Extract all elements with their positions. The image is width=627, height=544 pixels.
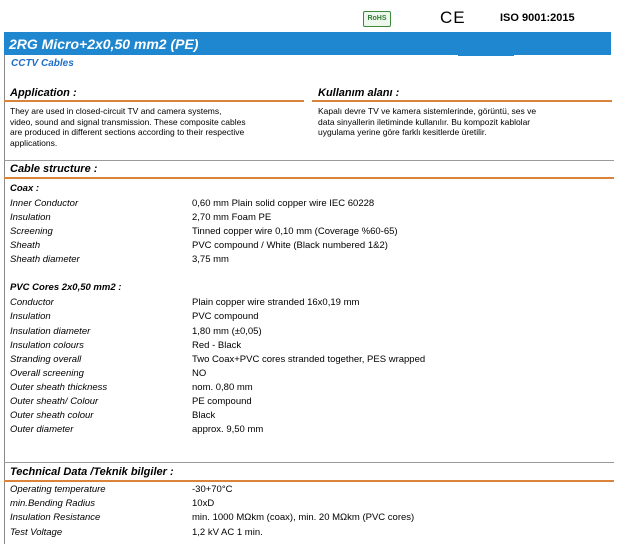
spec-label: Overall screening [10,368,84,379]
spec-label: Insulation colours [10,340,84,351]
application-text: They are used in closed-circuit TV and camera systems, video, sound and signal transmission. These composite cables are produced in different sections according to their respective applications. [10,106,246,148]
spec-label: Insulation [10,212,51,223]
application-heading: Application : [10,87,77,99]
spec-label: min.Bending Radius [10,498,96,509]
spec-label: Stranding overall [10,354,82,365]
spec-label: Outer sheath thickness [10,382,108,393]
spec-value: NO [192,368,207,379]
spec-label: Outer diameter [10,424,74,435]
ce-mark: CE [440,8,466,27]
spec-value: 1,2 kV AC 1 min. [192,527,263,538]
spec-value: -30+70°C [192,484,233,495]
spec-label: Insulation diameter [10,326,91,337]
spec-value: min. 1000 MΩkm (coax), min. 20 MΩkm (PVC cores) [192,512,415,523]
spec-label: Outer sheath colour [10,410,94,421]
iso-certification: ISO 9001:2015 [500,12,575,24]
cable-structure-heading: Cable structure : [10,163,98,175]
spec-value: Tinned copper wire 0,10 mm (Coverage %60-65) [192,226,398,237]
spec-label: Conductor [10,297,54,308]
cable-structure-divider [4,177,614,179]
pvc-cores-heading: PVC Cores 2x0,50 mm2 : [10,282,122,293]
spec-value: 10xD [192,498,215,509]
spec-label: Sheath diameter [10,254,80,265]
left-border [4,55,5,544]
application-divider [4,100,304,102]
spec-value: Plain copper wire stranded 16x0,19 mm [192,297,360,308]
spec-value: approx. 9,50 mm [192,424,264,435]
spec-value: nom. 0,80 mm [192,382,253,393]
spec-label: Insulation [10,311,51,322]
section-separator [4,462,614,463]
spec-value: 3,75 mm [192,254,229,265]
coax-heading: Coax : [10,183,40,194]
spec-value: PVC compound [192,311,259,322]
product-title: 2RG Micro+2x0,50 mm2 (PE) [9,36,199,52]
spec-label: Outer sheath/ Colour [10,396,99,407]
spec-label: Inner Conductor [10,198,79,209]
technical-data-divider [4,480,614,482]
section-separator [4,160,614,161]
title-accent-line [458,54,514,56]
application-heading-tr: Kullanım alanı : [318,87,400,99]
spec-value: 0,60 mm Plain solid copper wire IEC 60228 [192,198,375,209]
spec-value: 1,80 mm (±0,05) [192,326,262,337]
spec-label: Insulation Resistance [10,512,101,523]
spec-value: Black [192,410,216,421]
application-text-tr: Kapalı devre TV ve kamera sistemlerinde, görüntü, ses ve data sinyallerin iletiminde kullanılır. Bu kompozit kablolar uygulama yerine göre farklı kesitlerde üretilir. [318,106,537,137]
application-divider-tr [312,100,612,102]
spec-value: PVC compound / White (Black numbered 1&2) [192,240,388,251]
spec-label: Operating temperature [10,484,106,495]
product-category: CCTV Cables [11,58,74,69]
spec-value: PE compound [192,396,252,407]
spec-label: Sheath [10,240,41,251]
spec-label: Screening [10,226,53,237]
rohs-logo: RoHS [363,11,391,27]
spec-value: 2,70 mm Foam PE [192,212,272,223]
spec-value: Two Coax+PVC cores stranded together, PES wrapped [192,354,426,365]
technical-data-heading: Technical Data /Teknik bilgiler : [10,466,174,478]
spec-value: Red - Black [192,340,242,351]
spec-label: Test Voltage [10,527,63,538]
